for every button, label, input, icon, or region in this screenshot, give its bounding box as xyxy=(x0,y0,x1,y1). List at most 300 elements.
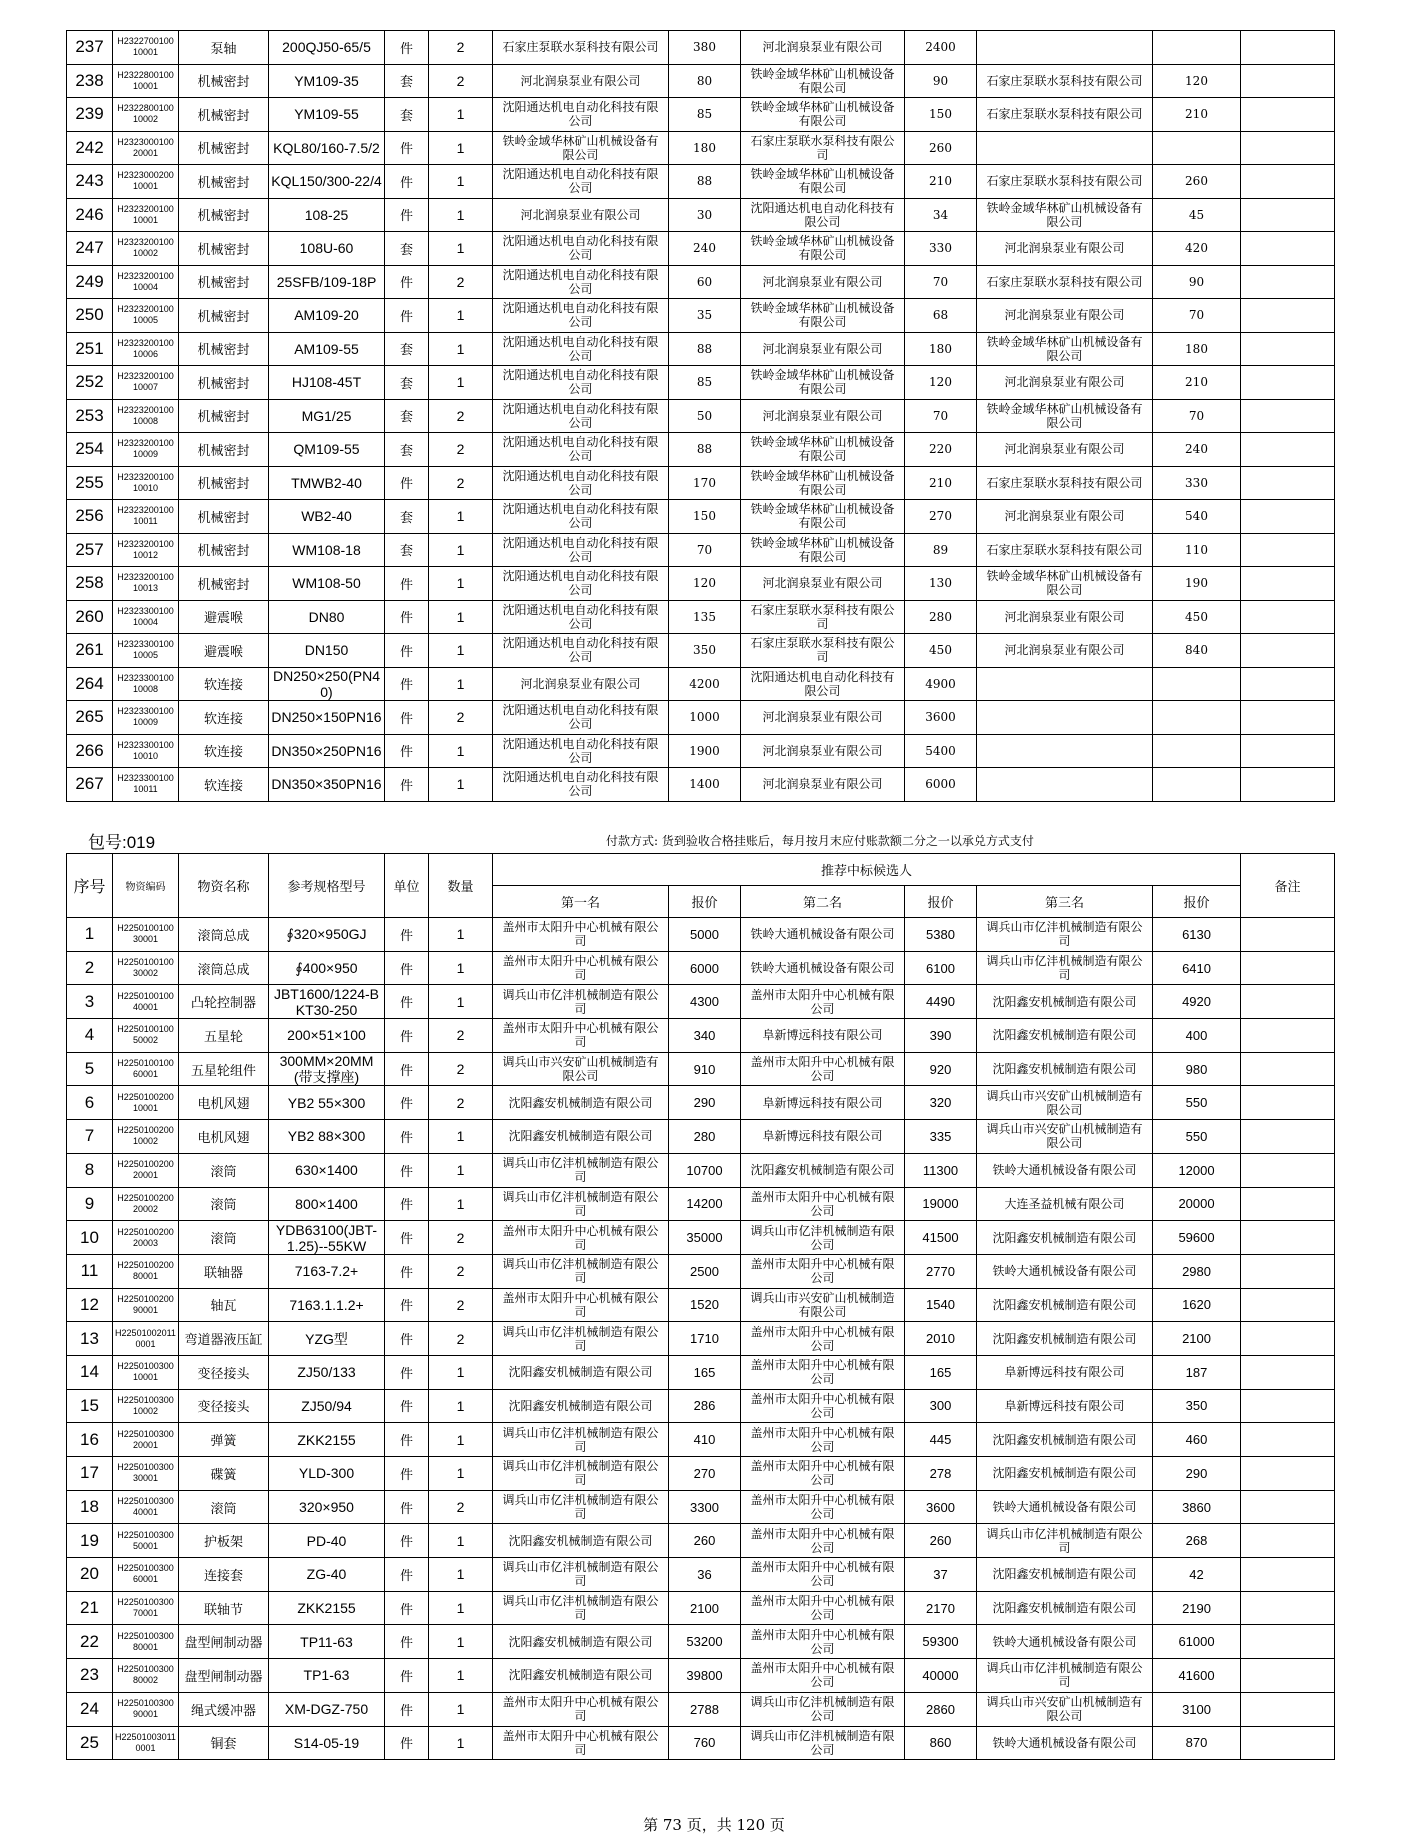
item-spec: 108-25 xyxy=(269,198,385,232)
item-quantity: 1 xyxy=(429,1591,493,1625)
remark-cell xyxy=(1241,1726,1335,1760)
header-price-2: 报价 xyxy=(905,886,977,918)
second-candidate: 河北润泉泵业有限公司 xyxy=(741,701,905,735)
second-candidate: 河北润泉泵业有限公司 xyxy=(741,734,905,768)
third-price: 42 xyxy=(1153,1558,1241,1592)
third-price: 460 xyxy=(1153,1423,1241,1457)
item-quantity: 2 xyxy=(429,466,493,500)
third-price: 70 xyxy=(1153,299,1241,333)
item-name: 绳式缓冲器 xyxy=(179,1692,269,1726)
first-candidate: 沈阳鑫安机械制造有限公司 xyxy=(493,1524,669,1558)
third-price: 12000 xyxy=(1153,1153,1241,1187)
first-price: 240 xyxy=(669,232,741,266)
first-candidate: 调兵山市亿沣机械制造有限公司 xyxy=(493,1187,669,1221)
payment-terms: 付款方式: 货到验收合格挂账后，每月按月末应付账款额二分之一以承兑方式支付 xyxy=(606,834,1034,848)
row-number: 16 xyxy=(67,1423,113,1457)
item-unit: 件 xyxy=(385,1591,429,1625)
third-candidate: 沈阳鑫安机械制造有限公司 xyxy=(977,1019,1153,1053)
third-price: 210 xyxy=(1153,98,1241,132)
item-unit: 件 xyxy=(385,165,429,199)
second-price: 335 xyxy=(905,1120,977,1154)
second-candidate: 阜新博远科技有限公司 xyxy=(741,1120,905,1154)
second-candidate: 盖州市太阳升中心机械有限公司 xyxy=(741,1524,905,1558)
second-price: 19000 xyxy=(905,1187,977,1221)
third-price: 550 xyxy=(1153,1086,1241,1120)
item-spec: 320×950 xyxy=(269,1490,385,1524)
first-candidate: 调兵山市亿沣机械制造有限公司 xyxy=(493,1153,669,1187)
item-unit: 件 xyxy=(385,1221,429,1255)
third-candidate: 石家庄泵联水泵科技有限公司 xyxy=(977,466,1153,500)
first-price: 60 xyxy=(669,265,741,299)
third-candidate: 沈阳鑫安机械制造有限公司 xyxy=(977,1221,1153,1255)
first-candidate: 沈阳通达机电自动化科技有限公司 xyxy=(493,366,669,400)
first-price: 1400 xyxy=(669,768,741,802)
third-price xyxy=(1153,768,1241,802)
header-name: 物资名称 xyxy=(179,854,269,918)
item-spec: 630×1400 xyxy=(269,1153,385,1187)
second-candidate: 铁岭金域华林矿山机械设备有限公司 xyxy=(741,299,905,333)
second-price: 90 xyxy=(905,64,977,98)
row-number: 4 xyxy=(67,1019,113,1053)
second-price: 41500 xyxy=(905,1221,977,1255)
item-quantity: 2 xyxy=(429,1086,493,1120)
second-candidate: 盖州市太阳升中心机械有限公司 xyxy=(741,1659,905,1693)
item-unit: 套 xyxy=(385,98,429,132)
item-unit: 件 xyxy=(385,667,429,701)
header-third: 第三名 xyxy=(977,886,1153,918)
third-price: 6130 xyxy=(1153,918,1241,952)
item-name: 护板架 xyxy=(179,1524,269,1558)
item-code: H225010020020002 xyxy=(113,1187,179,1221)
third-candidate: 调兵山市兴安矿山机械制造有限公司 xyxy=(977,1120,1153,1154)
row-number: 13 xyxy=(67,1322,113,1356)
remark-cell xyxy=(1241,433,1335,467)
third-price: 400 xyxy=(1153,1019,1241,1053)
second-candidate: 盖州市太阳升中心机械有限公司 xyxy=(741,1558,905,1592)
row-number: 253 xyxy=(67,399,113,433)
second-price: 3600 xyxy=(905,701,977,735)
third-candidate xyxy=(977,768,1153,802)
item-unit: 套 xyxy=(385,500,429,534)
table-row xyxy=(67,1726,1335,1760)
item-unit: 件 xyxy=(385,1389,429,1423)
first-price: 80 xyxy=(669,64,741,98)
first-price: 3300 xyxy=(669,1490,741,1524)
row-number: 250 xyxy=(67,299,113,333)
second-candidate: 河北润泉泵业有限公司 xyxy=(741,399,905,433)
item-name: 机械密封 xyxy=(179,265,269,299)
second-price: 40000 xyxy=(905,1659,977,1693)
item-unit: 件 xyxy=(385,131,429,165)
remark-cell xyxy=(1241,1423,1335,1457)
item-quantity: 2 xyxy=(429,1052,493,1086)
item-name: 机械密封 xyxy=(179,500,269,534)
remark-cell xyxy=(1241,734,1335,768)
item-quantity: 1 xyxy=(429,1153,493,1187)
second-candidate: 盖州市太阳升中心机械有限公司 xyxy=(741,1423,905,1457)
item-quantity: 1 xyxy=(429,768,493,802)
second-candidate: 盖州市太阳升中心机械有限公司 xyxy=(741,1457,905,1491)
second-candidate: 盖州市太阳升中心机械有限公司 xyxy=(741,1322,905,1356)
table-row xyxy=(67,366,1335,400)
item-code: H225010030080002 xyxy=(113,1659,179,1693)
second-price: 5400 xyxy=(905,734,977,768)
item-name: 变径接头 xyxy=(179,1355,269,1389)
item-spec: 200×51×100 xyxy=(269,1019,385,1053)
table-row xyxy=(67,399,1335,433)
row-number: 251 xyxy=(67,332,113,366)
item-unit: 件 xyxy=(385,198,429,232)
first-price: 4300 xyxy=(669,985,741,1019)
first-price: 286 xyxy=(669,1389,741,1423)
item-name: 五星轮 xyxy=(179,1019,269,1053)
header-price-1: 报价 xyxy=(669,886,741,918)
item-name: 软连接 xyxy=(179,701,269,735)
third-price: 45 xyxy=(1153,198,1241,232)
third-price: 3100 xyxy=(1153,1692,1241,1726)
first-candidate: 盖州市太阳升中心机械有限公司 xyxy=(493,918,669,952)
item-name: 盘型闸制动器 xyxy=(179,1625,269,1659)
remark-cell xyxy=(1241,265,1335,299)
third-candidate: 阜新博远科技有限公司 xyxy=(977,1355,1153,1389)
third-candidate: 大连圣益机械有限公司 xyxy=(977,1187,1153,1221)
item-quantity: 1 xyxy=(429,98,493,132)
remark-cell xyxy=(1241,1019,1335,1053)
table-row xyxy=(67,1086,1335,1120)
item-spec: MG1/25 xyxy=(269,399,385,433)
item-name: 软连接 xyxy=(179,667,269,701)
page-number: 第 73 页，共 120 页 xyxy=(643,1816,785,1834)
item-code: H232320010010012 xyxy=(113,533,179,567)
second-price: 70 xyxy=(905,399,977,433)
third-candidate: 河北润泉泵业有限公司 xyxy=(977,232,1153,266)
third-candidate xyxy=(977,131,1153,165)
item-unit: 件 xyxy=(385,701,429,735)
row-number: 261 xyxy=(67,634,113,668)
row-number: 260 xyxy=(67,600,113,634)
second-candidate: 铁岭大通机械设备有限公司 xyxy=(741,918,905,952)
second-candidate: 盖州市太阳升中心机械有限公司 xyxy=(741,1355,905,1389)
second-price: 2860 xyxy=(905,1692,977,1726)
item-code: H232320010010001 xyxy=(113,198,179,232)
table-row xyxy=(67,985,1335,1019)
row-number: 24 xyxy=(67,1692,113,1726)
item-unit: 件 xyxy=(385,1457,429,1491)
remark-cell xyxy=(1241,366,1335,400)
second-candidate: 铁岭金域华林矿山机械设备有限公司 xyxy=(741,98,905,132)
second-price: 2170 xyxy=(905,1591,977,1625)
item-code: H232320010010011 xyxy=(113,500,179,534)
first-candidate: 沈阳通达机电自动化科技有限公司 xyxy=(493,500,669,534)
item-quantity: 2 xyxy=(429,64,493,98)
item-spec: YLD-300 xyxy=(269,1457,385,1491)
item-name: 机械密封 xyxy=(179,165,269,199)
item-unit: 件 xyxy=(385,1524,429,1558)
third-candidate: 铁岭大通机械设备有限公司 xyxy=(977,1153,1153,1187)
row-number: 11 xyxy=(67,1254,113,1288)
third-candidate: 铁岭金域华林矿山机械设备有限公司 xyxy=(977,332,1153,366)
second-candidate: 盖州市太阳升中心机械有限公司 xyxy=(741,985,905,1019)
item-unit: 件 xyxy=(385,1692,429,1726)
item-name: 滚筒 xyxy=(179,1221,269,1255)
remark-cell xyxy=(1241,31,1335,65)
remark-cell xyxy=(1241,1187,1335,1221)
item-quantity: 2 xyxy=(429,31,493,65)
second-candidate: 盖州市太阳升中心机械有限公司 xyxy=(741,1591,905,1625)
item-code: H225010030040001 xyxy=(113,1490,179,1524)
table-row xyxy=(67,667,1335,701)
item-quantity: 1 xyxy=(429,985,493,1019)
row-number: 10 xyxy=(67,1221,113,1255)
third-price: 240 xyxy=(1153,433,1241,467)
item-name: 弯道器液压缸 xyxy=(179,1322,269,1356)
remark-cell xyxy=(1241,399,1335,433)
first-price: 10700 xyxy=(669,1153,741,1187)
item-quantity: 2 xyxy=(429,1254,493,1288)
item-code: H232300010020001 xyxy=(113,131,179,165)
second-price: 860 xyxy=(905,1726,977,1760)
first-price: 36 xyxy=(669,1558,741,1592)
third-candidate: 沈阳鑫安机械制造有限公司 xyxy=(977,1423,1153,1457)
row-number: 2 xyxy=(67,951,113,985)
item-quantity: 1 xyxy=(429,1558,493,1592)
first-price: 2788 xyxy=(669,1692,741,1726)
second-price: 3600 xyxy=(905,1490,977,1524)
item-quantity: 2 xyxy=(429,1221,493,1255)
second-candidate: 石家庄泵联水泵科技有限公司 xyxy=(741,634,905,668)
item-spec: YM109-55 xyxy=(269,98,385,132)
second-price: 68 xyxy=(905,299,977,333)
row-number: 20 xyxy=(67,1558,113,1592)
remark-cell xyxy=(1241,634,1335,668)
third-candidate: 河北润泉泵业有限公司 xyxy=(977,433,1153,467)
second-candidate: 石家庄泵联水泵科技有限公司 xyxy=(741,131,905,165)
first-price: 6000 xyxy=(669,951,741,985)
item-quantity: 1 xyxy=(429,366,493,400)
remark-cell xyxy=(1241,1254,1335,1288)
third-price: 4920 xyxy=(1153,985,1241,1019)
item-spec: KQL80/160-7.5/2 xyxy=(269,131,385,165)
item-quantity: 1 xyxy=(429,131,493,165)
item-code: H225010010030002 xyxy=(113,951,179,985)
items-table-continued xyxy=(66,30,1335,802)
first-candidate: 沈阳鑫安机械制造有限公司 xyxy=(493,1355,669,1389)
third-candidate: 铁岭大通机械设备有限公司 xyxy=(977,1490,1153,1524)
item-spec: HJ108-45T xyxy=(269,366,385,400)
table-row xyxy=(67,165,1335,199)
item-quantity: 1 xyxy=(429,1457,493,1491)
table-row xyxy=(67,533,1335,567)
row-number: 249 xyxy=(67,265,113,299)
item-quantity: 1 xyxy=(429,232,493,266)
first-candidate: 沈阳鑫安机械制造有限公司 xyxy=(493,1086,669,1120)
table-row xyxy=(67,98,1335,132)
second-price: 150 xyxy=(905,98,977,132)
first-candidate: 盖州市太阳升中心机械有限公司 xyxy=(493,1726,669,1760)
row-number: 265 xyxy=(67,701,113,735)
remark-cell xyxy=(1241,64,1335,98)
item-spec: TMWB2-40 xyxy=(269,466,385,500)
item-code: H232270010010001 xyxy=(113,31,179,65)
table-row xyxy=(67,1254,1335,1288)
item-quantity: 2 xyxy=(429,701,493,735)
first-price: 35 xyxy=(669,299,741,333)
first-candidate: 沈阳通达机电自动化科技有限公司 xyxy=(493,165,669,199)
item-quantity: 1 xyxy=(429,1120,493,1154)
second-price: 37 xyxy=(905,1558,977,1592)
second-price: 120 xyxy=(905,366,977,400)
first-price: 1520 xyxy=(669,1288,741,1322)
item-code: H225010030050001 xyxy=(113,1524,179,1558)
table-row xyxy=(67,600,1335,634)
item-quantity: 2 xyxy=(429,1490,493,1524)
item-spec: YDB63100(JBT-1.25)--55KW xyxy=(269,1221,385,1255)
item-code: H225010030010001 xyxy=(113,1355,179,1389)
first-candidate: 沈阳通达机电自动化科技有限公司 xyxy=(493,332,669,366)
item-code: H225010020010001 xyxy=(113,1086,179,1120)
first-price: 380 xyxy=(669,31,741,65)
item-name: 机械密封 xyxy=(179,399,269,433)
third-price: 540 xyxy=(1153,500,1241,534)
item-spec: YM109-35 xyxy=(269,64,385,98)
row-number: 3 xyxy=(67,985,113,1019)
item-spec: 200QJ50-65/5 xyxy=(269,31,385,65)
first-price: 340 xyxy=(669,1019,741,1053)
remark-cell xyxy=(1241,1457,1335,1491)
row-number: 239 xyxy=(67,98,113,132)
remark-cell xyxy=(1241,1524,1335,1558)
third-price: 210 xyxy=(1153,366,1241,400)
table-row xyxy=(67,1221,1335,1255)
item-name: 机械密封 xyxy=(179,64,269,98)
item-quantity: 2 xyxy=(429,1019,493,1053)
third-price xyxy=(1153,667,1241,701)
remark-cell xyxy=(1241,1120,1335,1154)
third-candidate: 铁岭大通机械设备有限公司 xyxy=(977,1726,1153,1760)
second-price: 210 xyxy=(905,466,977,500)
first-price: 2100 xyxy=(669,1591,741,1625)
first-candidate: 调兵山市亿沣机械制造有限公司 xyxy=(493,985,669,1019)
row-number: 12 xyxy=(67,1288,113,1322)
first-candidate: 盖州市太阳升中心机械有限公司 xyxy=(493,1019,669,1053)
remark-cell xyxy=(1241,600,1335,634)
second-candidate: 盖州市太阳升中心机械有限公司 xyxy=(741,1187,905,1221)
item-unit: 件 xyxy=(385,1726,429,1760)
item-unit: 件 xyxy=(385,1153,429,1187)
row-number: 258 xyxy=(67,567,113,601)
third-price xyxy=(1153,31,1241,65)
item-unit: 件 xyxy=(385,768,429,802)
remark-cell xyxy=(1241,98,1335,132)
item-quantity: 1 xyxy=(429,198,493,232)
third-price: 2190 xyxy=(1153,1591,1241,1625)
row-number: 7 xyxy=(67,1120,113,1154)
item-spec: DN250×250(PN40) xyxy=(269,667,385,701)
third-price: 3860 xyxy=(1153,1490,1241,1524)
first-price: 14200 xyxy=(669,1187,741,1221)
remark-cell xyxy=(1241,1558,1335,1592)
item-name: 机械密封 xyxy=(179,332,269,366)
second-candidate: 调兵山市亿沣机械制造有限公司 xyxy=(741,1692,905,1726)
third-candidate: 沈阳鑫安机械制造有限公司 xyxy=(977,1288,1153,1322)
first-price: 1000 xyxy=(669,701,741,735)
second-price: 6100 xyxy=(905,951,977,985)
row-number: 247 xyxy=(67,232,113,266)
item-spec: DN250×150PN16 xyxy=(269,701,385,735)
remark-cell xyxy=(1241,1221,1335,1255)
remark-cell xyxy=(1241,1591,1335,1625)
third-candidate: 调兵山市亿沣机械制造有限公司 xyxy=(977,1524,1153,1558)
item-code: H232320010010006 xyxy=(113,332,179,366)
item-code: H225010020080001 xyxy=(113,1254,179,1288)
item-spec: AM109-55 xyxy=(269,332,385,366)
third-price: 260 xyxy=(1153,165,1241,199)
first-candidate: 沈阳鑫安机械制造有限公司 xyxy=(493,1659,669,1693)
item-unit: 件 xyxy=(385,600,429,634)
item-unit: 件 xyxy=(385,634,429,668)
remark-cell xyxy=(1241,165,1335,199)
item-quantity: 1 xyxy=(429,533,493,567)
third-price: 450 xyxy=(1153,600,1241,634)
item-quantity: 2 xyxy=(429,1322,493,1356)
item-quantity: 1 xyxy=(429,1423,493,1457)
table-row xyxy=(67,466,1335,500)
item-name: 滚筒总成 xyxy=(179,951,269,985)
second-price: 11300 xyxy=(905,1153,977,1187)
third-price: 70 xyxy=(1153,399,1241,433)
item-unit: 件 xyxy=(385,1288,429,1322)
item-unit: 套 xyxy=(385,366,429,400)
third-price: 420 xyxy=(1153,232,1241,266)
first-price: 280 xyxy=(669,1120,741,1154)
item-name: 机械密封 xyxy=(179,433,269,467)
header-seq: 序号 xyxy=(67,854,113,918)
third-price: 90 xyxy=(1153,265,1241,299)
first-candidate: 盖州市太阳升中心机械有限公司 xyxy=(493,951,669,985)
first-price: 35000 xyxy=(669,1221,741,1255)
second-price: 70 xyxy=(905,265,977,299)
first-price: 260 xyxy=(669,1524,741,1558)
first-candidate: 铁岭金域华林矿山机械设备有限公司 xyxy=(493,131,669,165)
item-unit: 件 xyxy=(385,466,429,500)
package-items-table xyxy=(66,853,1335,1760)
first-candidate: 调兵山市兴安矿山机械制造有限公司 xyxy=(493,1052,669,1086)
header-remark: 备注 xyxy=(1241,854,1335,918)
item-spec: ZJ50/133 xyxy=(269,1355,385,1389)
item-unit: 套 xyxy=(385,232,429,266)
item-unit: 套 xyxy=(385,433,429,467)
item-name: 连接套 xyxy=(179,1558,269,1592)
first-candidate: 盖州市太阳升中心机械有限公司 xyxy=(493,1692,669,1726)
remark-cell xyxy=(1241,131,1335,165)
first-price: 30 xyxy=(669,198,741,232)
third-price: 190 xyxy=(1153,567,1241,601)
item-unit: 件 xyxy=(385,1086,429,1120)
row-number: 22 xyxy=(67,1625,113,1659)
remark-cell xyxy=(1241,1659,1335,1693)
header-price-3: 报价 xyxy=(1153,886,1241,918)
second-candidate: 铁岭大通机械设备有限公司 xyxy=(741,951,905,985)
row-number: 1 xyxy=(67,918,113,952)
item-name: 机械密封 xyxy=(179,533,269,567)
remark-cell xyxy=(1241,985,1335,1019)
third-candidate: 石家庄泵联水泵科技有限公司 xyxy=(977,64,1153,98)
first-candidate: 沈阳通达机电自动化科技有限公司 xyxy=(493,433,669,467)
item-quantity: 1 xyxy=(429,1524,493,1558)
second-price: 2010 xyxy=(905,1322,977,1356)
row-number: 17 xyxy=(67,1457,113,1491)
first-price: 170 xyxy=(669,466,741,500)
